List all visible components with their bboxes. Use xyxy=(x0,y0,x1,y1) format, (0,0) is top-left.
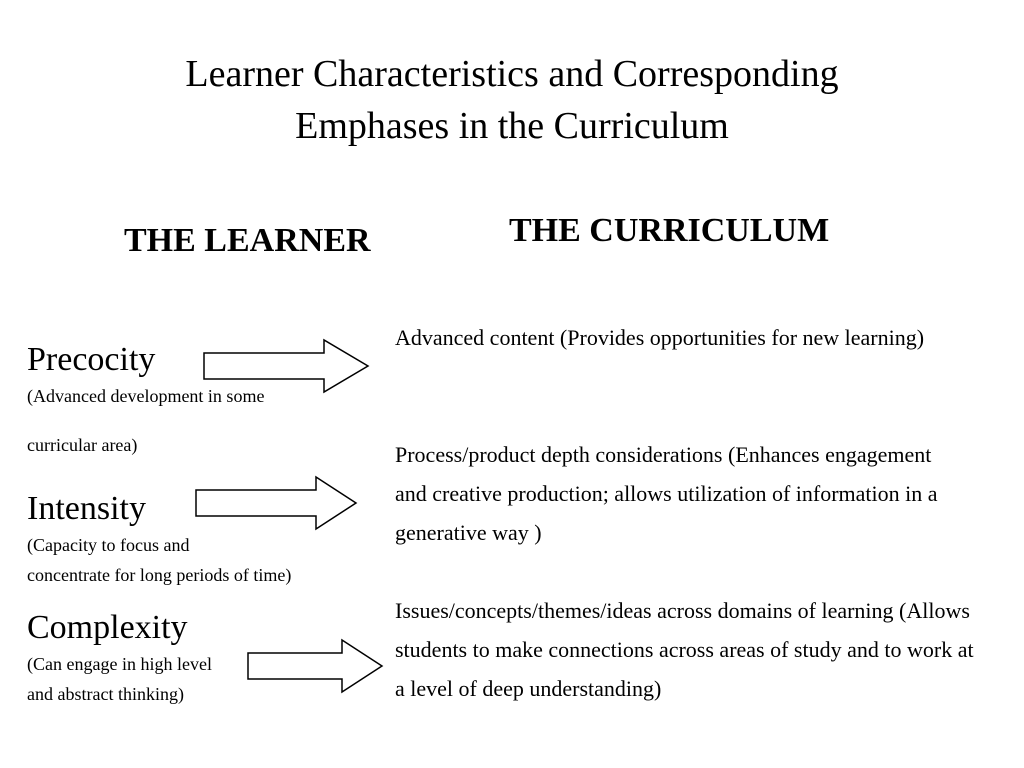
trait-description-line-1: (Can engage in high level xyxy=(27,654,212,674)
trait-description-line-2: concentrate for long periods of time) xyxy=(27,565,292,585)
trait-description-line-1: (Capacity to focus and xyxy=(27,535,190,555)
trait-name: Precocity xyxy=(27,341,156,378)
slide-title xyxy=(0,48,1024,152)
trait-name: Intensity xyxy=(27,490,146,527)
arrow-right-icon xyxy=(246,638,386,694)
arrow-right-icon xyxy=(202,338,372,394)
trait-description-line-2: curricular area) xyxy=(27,435,138,455)
curriculum-item-process-product-depth: Process/product depth considerations (Enhances engagement and creative production; allows utilization of information in a generative way ) xyxy=(395,442,938,545)
trait-description-line-2: and abstract thinking) xyxy=(27,684,184,704)
learner-item-complexity xyxy=(27,608,212,705)
trait-name: Complexity xyxy=(27,609,188,646)
curriculum-item-advanced-content: Advanced content (Provides opportunities for new learning) xyxy=(395,325,925,350)
curriculum-item-issues-concepts-themes: Issues/concepts/themes/ideas across domains of learning (Allows students to make connections across areas of study and to work at a level of deep understanding) xyxy=(395,598,974,701)
trait-description-line-1: (Advanced development in some xyxy=(27,386,265,406)
learner-column-header: THE LEARNER xyxy=(124,222,371,259)
curriculum-column-header: THE CURRICULUM xyxy=(509,212,830,249)
arrow-right-icon xyxy=(194,475,360,531)
slide-title-line-1: Learner Characteristics and Corresponding xyxy=(185,53,839,95)
slide-title-line-2: Emphases in the Curriculum xyxy=(295,105,729,147)
